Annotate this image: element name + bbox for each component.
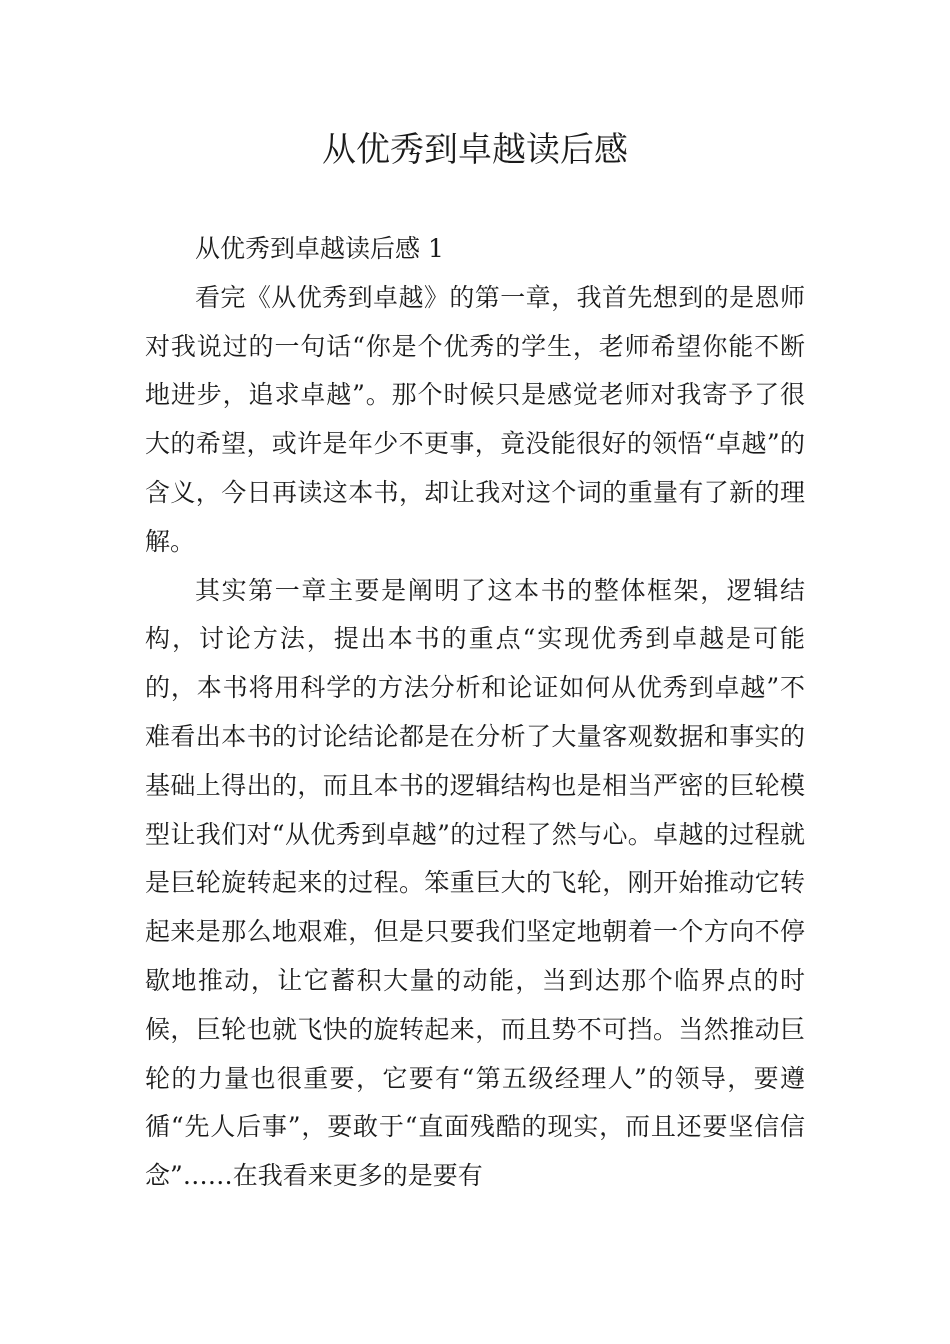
paragraph-1: 看完《从优秀到卓越》的第一章，我首先想到的是恩师对我说过的一句话“你是个优秀的学生，老师希望你能不断地进步，追求卓越”。那个时候只是感觉老师对我寄予了很大的希望，或许是年少不更事，竟没能很好的领悟“卓越”的含义，今日再读这本书，却让我对这个词的重量有了新的理解。 <box>145 282 805 556</box>
section-heading: 从优秀到卓越读后感 1 <box>195 234 444 263</box>
document-body <box>145 225 805 1201</box>
document-title: 从优秀到卓越读后感 <box>322 130 628 170</box>
paragraph-2: 其实第一章主要是阐明了这本书的整体框架，逻辑结构，讨论方法，提出本书的重点“实现优秀到卓越是可能的，本书将用科学的方法分析和论证如何从优秀到卓越”不难看出本书的讨论结论都是在分析了大量客观数据和事实的基础上得出的，而且本书的逻辑结构也是相当严密的巨轮模型让我们对“从优秀到卓越”的过程了然与心。卓越的过程就是巨轮旋转起来的过程。笨重巨大的飞轮，刚开始推动它转起来是那么地艰难，但是只要我们坚定地朝着一个方向不停歇地推动，让它蓄积大量的动能，当到达那个临界点的时候，巨轮也就飞快的旋转起来，而且势不可挡。当然推动巨轮的力量也很重要，它要有“第五级经理人”的领导，要遵循“先人后事”，要敢于“直面残酷的现实，而且还要坚信信念”……在我看来更多的是要有 <box>145 575 805 1191</box>
